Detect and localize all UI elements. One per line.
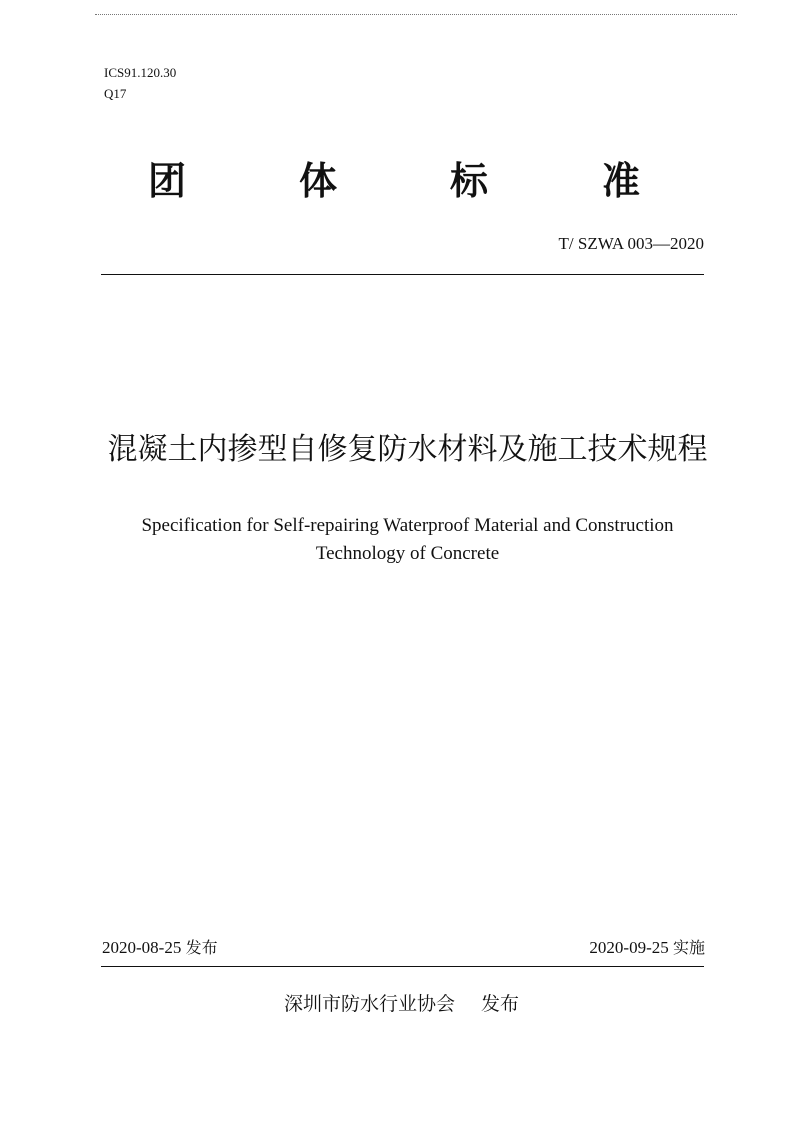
english-title xyxy=(0,512,793,568)
implement-label: 实施 xyxy=(672,938,705,957)
english-title-line-2: Technology of Concrete xyxy=(315,543,500,564)
publisher-line xyxy=(0,990,793,1018)
doc-type-char-1: 团 xyxy=(148,159,187,203)
classification-codes xyxy=(104,62,176,104)
header-dotted-line xyxy=(95,14,737,15)
chinese-title: 混凝土内掺型自修复防水材料及施工技术规程 xyxy=(107,432,708,467)
publisher-name: 深圳市防水行业协会 xyxy=(283,993,455,1015)
bottom-divider xyxy=(101,966,704,967)
document-type-heading xyxy=(148,156,648,206)
doc-type-char-2: 体 xyxy=(299,159,338,203)
issue-date-block xyxy=(102,937,218,959)
top-divider xyxy=(101,274,704,275)
standard-number: T/ SZWA 003—2020 xyxy=(558,234,704,253)
doc-type-char-4: 准 xyxy=(602,159,641,203)
implement-date: 2020-09-25 xyxy=(589,938,669,957)
ccs-code: Q17 xyxy=(104,86,127,101)
issue-label: 发布 xyxy=(185,938,218,957)
english-title-line-1: Specification for Self-repairing Waterproof Material and Construction xyxy=(141,515,674,536)
publisher-action: 发布 xyxy=(481,993,520,1015)
doc-type-char-3: 标 xyxy=(450,159,489,203)
issue-date: 2020-08-25 xyxy=(102,938,182,957)
ics-code: ICS91.120.30 xyxy=(104,65,177,80)
implement-date-block xyxy=(589,937,705,959)
